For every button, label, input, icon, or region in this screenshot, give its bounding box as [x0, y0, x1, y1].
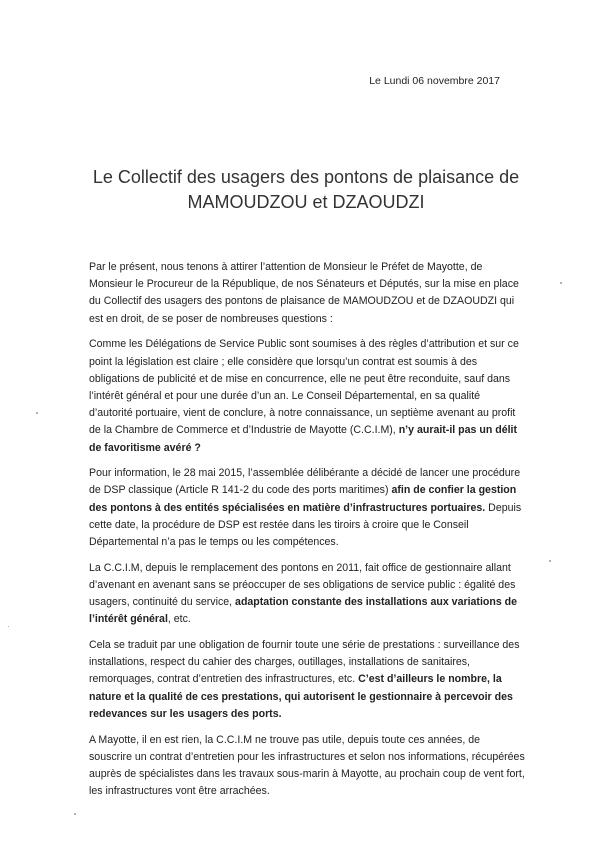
title-line-2: MAMOUDZOU et DZAOUDZI	[187, 192, 425, 212]
body-paragraph-2	[89, 336, 525, 456]
text-run: Cela se traduit par une obligation de fournir toute une série de prestations : surveillance des installations, respect du cahier des charges, outillages, installations de sanitaires, remorquages, contrat d’entretien des infrastructures, etc.	[89, 639, 520, 686]
bold-text-run: C’est d’ailleurs le nombre, la nature et la qualité de ces prestations, qui autorisent le gestionnaire à percevoir des redevances sur les usagers des ports.	[89, 673, 513, 720]
body-paragraph-6	[89, 732, 525, 801]
scan-speck	[74, 813, 76, 815]
text-run: Pour information, le 28 mai 2015, l’assemblée délibérante a décidé de lancer une procédure de DSP classique (Article R 141-2 du code des ports maritimes)	[89, 467, 521, 497]
body-paragraph-3	[89, 465, 525, 551]
scan-speck	[560, 282, 562, 284]
document-body	[89, 259, 525, 809]
body-paragraph-4	[89, 560, 525, 629]
body-paragraph-1	[89, 259, 525, 328]
text-run: A Mayotte, il en est rien, la C.C.I.M ne trouve pas utile, depuis toute ces années, de souscrire un contrat d’entretien pour les infrastructures et selon nos informations, récupérées auprès de spécialistes dans les travaux sous-marin à Mayotte, au prochain coup de vent fort, les infrastructures vont être arrachées.	[89, 733, 525, 798]
scan-speck	[549, 560, 551, 562]
scan-speck	[8, 626, 9, 627]
document-date: Le Lundi 06 novembre 2017	[369, 75, 500, 87]
text-run: , etc.	[167, 613, 191, 626]
title-line-1: Le Collectif des usagers des pontons de plaisance de	[92, 167, 520, 187]
document-title	[60, 165, 552, 215]
text-run: Comme les Délégations de Service Public sont soumises à des règles d’attribution et sur ce point la législation est claire ; elle considère que lorsqu’un contrat est soumis à des obligations de publicité et de mise en concurrence, elle ne peut être reconduite, sauf dans l’intérêt général et pour une durée d’un an. Le Conseil Départemental, en sa qualité d’autorité portuaire, vient de conclure, à notre connaissance, un septième avenant au profit de la Chambre de Commerce et d’Industrie de Mayotte (C.C.I.M),	[89, 338, 519, 437]
bold-text-run: afin de confier la gestion des pontons à des entités spécialisées en matière d’infrastructures portuaires.	[89, 484, 517, 514]
body-paragraph-5	[89, 637, 525, 723]
text-run: La C.C.I.M, depuis le remplacement des pontons en 2011, fait office de gestionnaire allant d’avenant en avenant sans se préoccuper de ses obligations de service public : égalité des usagers, continuité du service,	[89, 561, 516, 609]
scan-speck	[36, 412, 38, 414]
bold-text-run: n’y aurait-il pas un délit de favoritisme avéré ?	[89, 424, 518, 454]
text-run: Depuis cette date, la procédure de DSP est restée dans les tiroirs à croire que le Conseil Départemental n’a pas le temps ou les compétences.	[89, 501, 522, 549]
text-run: Par le présent, nous tenons à attirer l’attention de Monsieur le Préfet de Mayotte, de Monsieur le Procureur de la République, de nos Sénateurs et Députés, sur la mise en place du Collectif des usagers des pontons de plaisance de MAMOUDZOU et de DZAOUDZI qui est en droit, de se poser de nombreuses questions :	[89, 261, 519, 325]
bold-text-run: adaptation constante des installations aux variations de l’intérêt général	[89, 596, 518, 626]
